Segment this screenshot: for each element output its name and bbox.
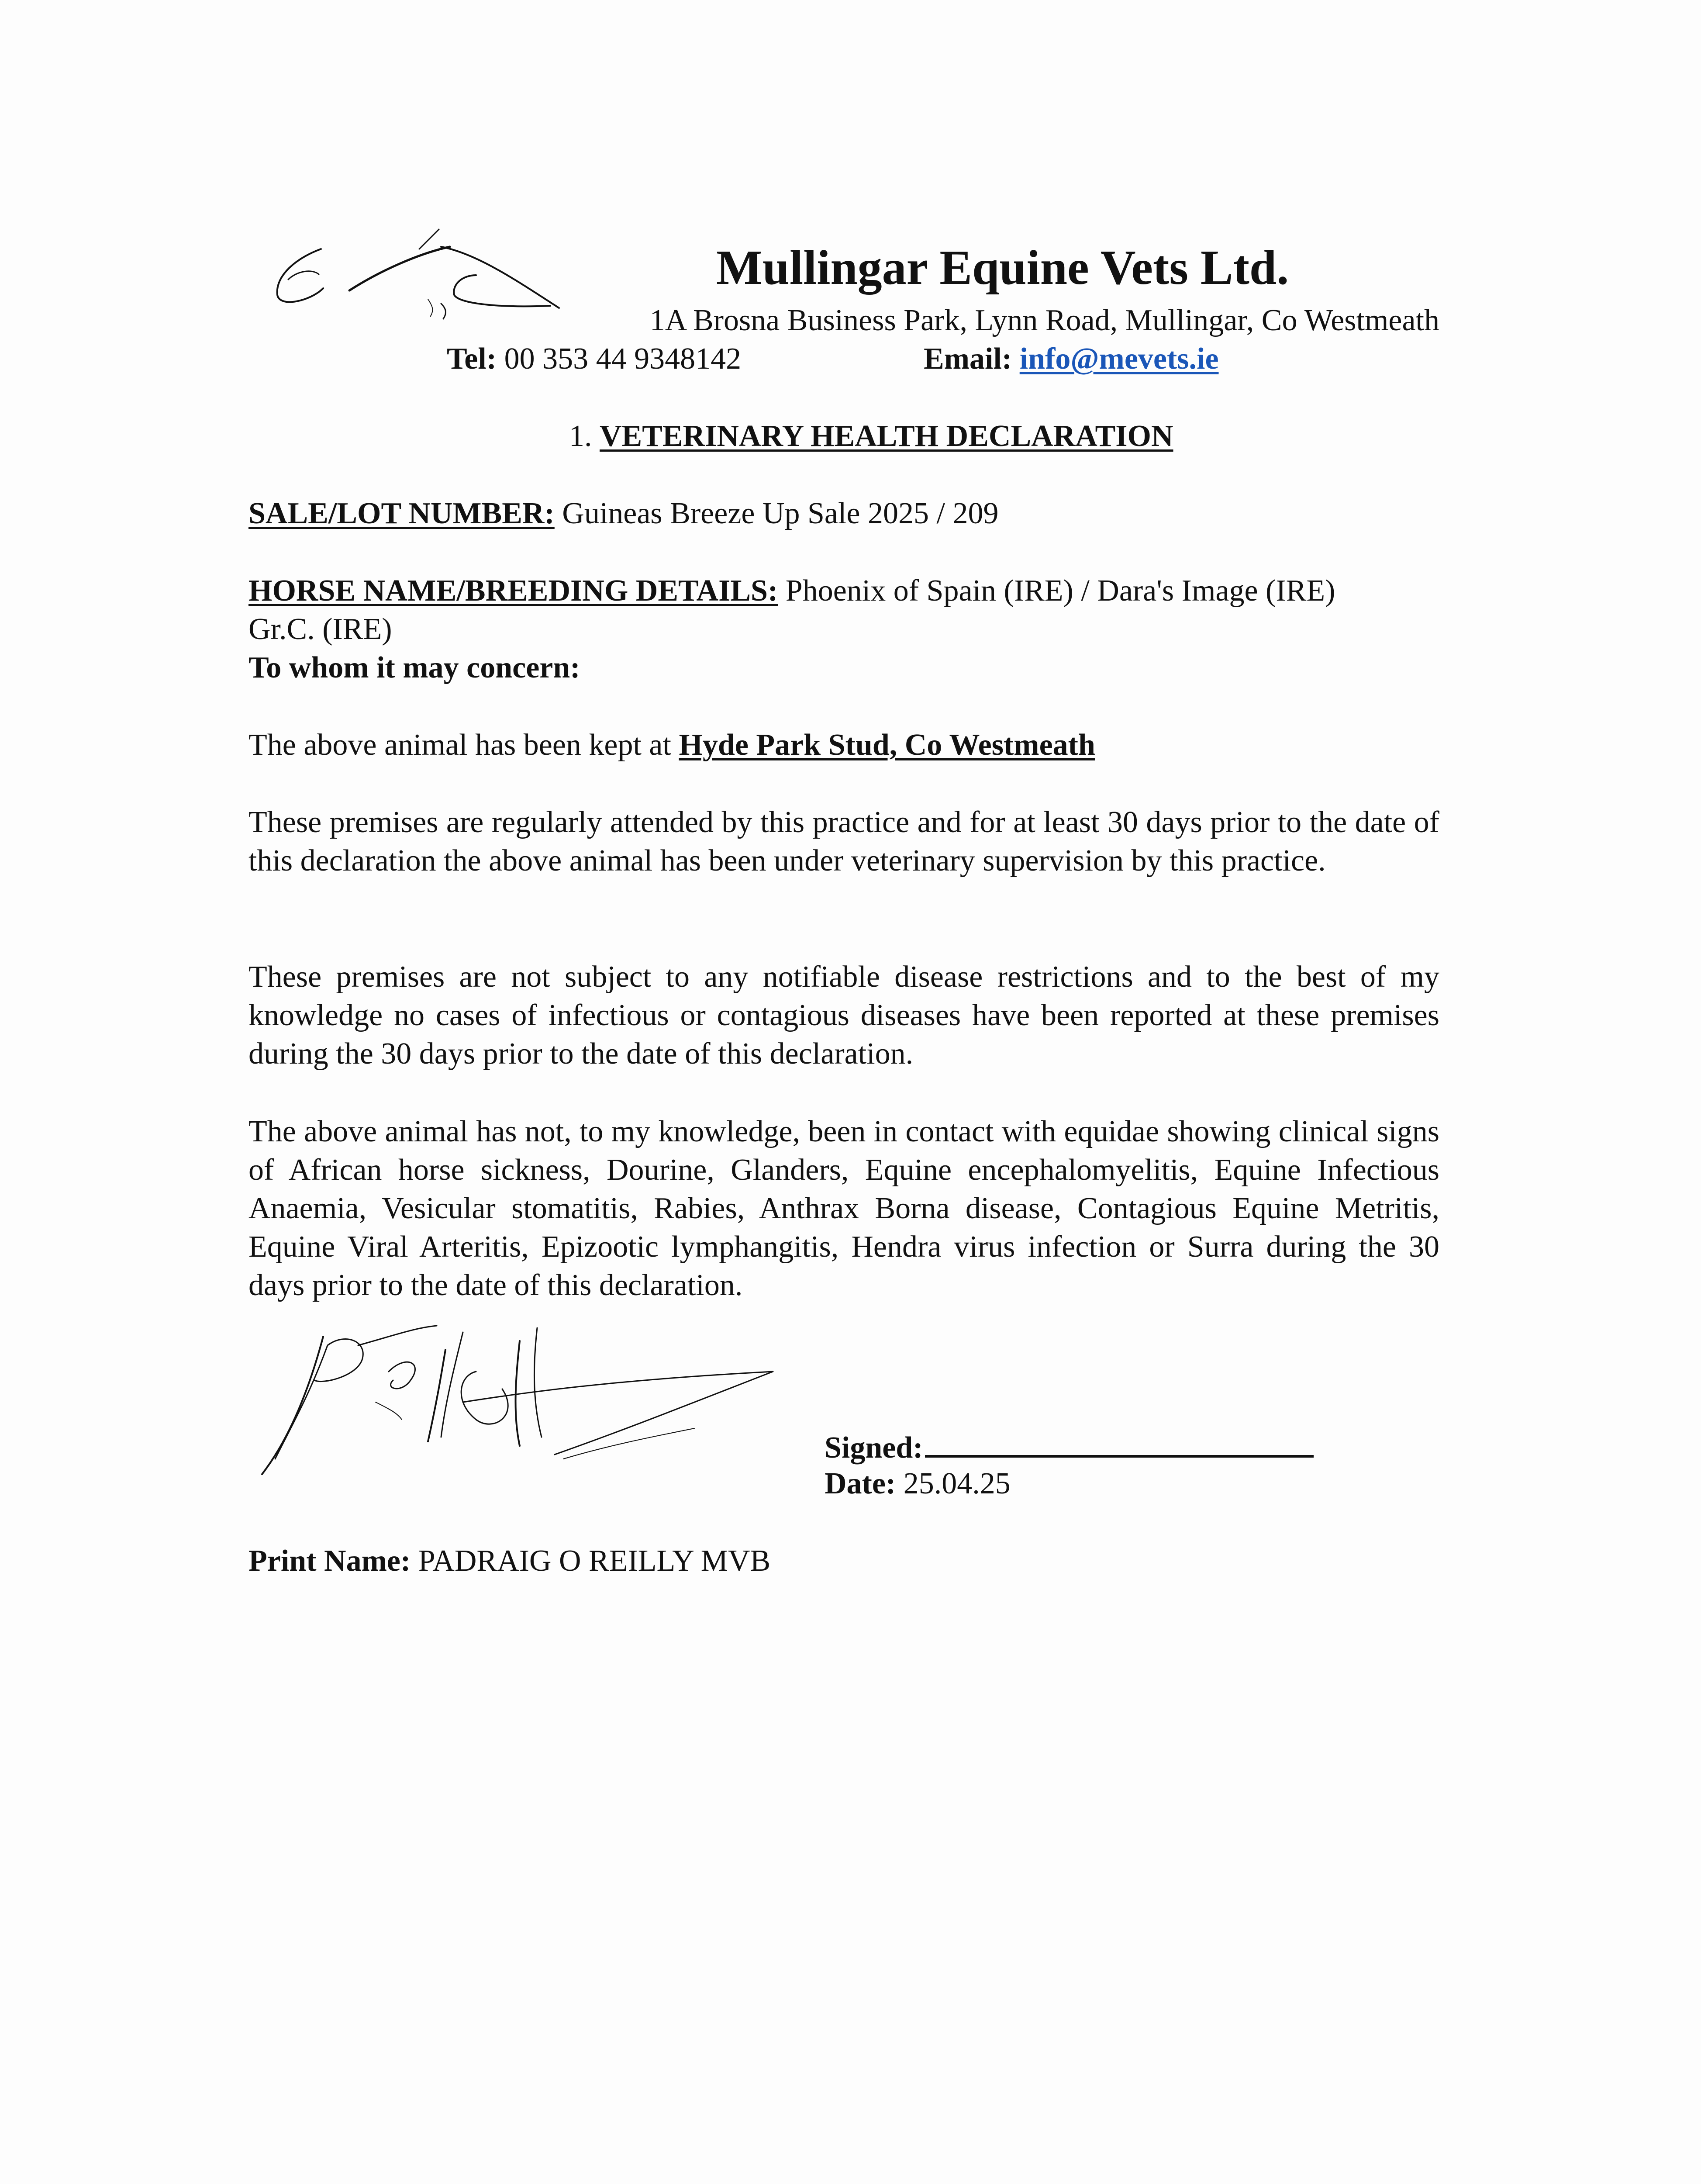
kept-text: The above animal has been kept at — [248, 728, 671, 762]
print-name-line — [248, 1542, 770, 1580]
horse-value-line2: Gr.C. (IRE) — [248, 612, 392, 646]
sale-lot-line — [248, 494, 998, 533]
paragraph-restrictions: These premises are not subject to any notifiable disease restrictions and to the best of my knowledge no cases of infectious or contagious diseases have been reported at these premises during the 30 days prior to the date of this declaration. — [248, 960, 1439, 1071]
title-number: 1. — [569, 419, 592, 453]
signature-underline — [925, 1426, 1314, 1458]
tel-value: 00 353 44 9348142 — [504, 342, 742, 376]
print-name-value: PADRAIG O REILLY MVB — [418, 1544, 771, 1578]
print-name-label: Print Name: — [248, 1544, 411, 1578]
tel-label: Tel: — [447, 342, 497, 376]
paragraph-supervision: These premises are regularly attended by this practice and for at least 30 days prior to the date of this declaration the above animal has been under veterinary supervision by this practice. — [248, 805, 1439, 878]
company-name: Mullingar Equine Vets Ltd. — [716, 241, 1289, 295]
horse-value: Phoenix of Spain (IRE) / Dara's Image (IRE) — [785, 574, 1335, 608]
company-address: 1A Brosna Business Park, Lynn Road, Mullingar, Co Westmeath — [649, 304, 1439, 337]
salutation: To whom it may concern: — [248, 651, 580, 684]
horse-logo-icon — [271, 223, 568, 323]
kept-line — [248, 726, 1095, 764]
date-label: Date: — [825, 1467, 896, 1500]
contact-email — [924, 340, 1219, 378]
document-title — [569, 417, 1173, 456]
paragraph-contact: The above animal has not, to my knowledge, been in contact with equidae showing clinical signs of African horse sickness, Dourine, Glanders, Equine encephalomyelitis, Equine Infectious Anaemia, Vesicular stomatitis, Rabies, Anthrax Borna disease, Contagious Equine Metritis, Equine Viral Arteritis, Epizootic lymphangitis, Hendra virus infection or Surra during the 30 days prior to the date of this declaration. — [248, 1115, 1439, 1302]
sale-value: Guineas Breeze Up Sale 2025 / 209 — [562, 497, 999, 530]
contact-tel — [447, 340, 741, 378]
handwritten-signature — [258, 1315, 782, 1485]
horse-label: HORSE NAME/BREEDING DETAILS: — [248, 574, 778, 608]
date-value: 25.04.25 — [903, 1467, 1011, 1500]
title-text: VETERINARY HEALTH DECLARATION — [600, 419, 1173, 453]
email-label: Email: — [924, 342, 1012, 376]
horse-line — [248, 572, 1335, 610]
date-line — [825, 1465, 1011, 1503]
sale-label: SALE/LOT NUMBER: — [248, 497, 555, 530]
signed-line — [825, 1426, 1314, 1467]
kept-location: Hyde Park Stud, Co Westmeath — [679, 728, 1095, 762]
email-link[interactable]: info@mevets.ie — [1019, 342, 1219, 376]
signed-label: Signed: — [825, 1431, 923, 1465]
